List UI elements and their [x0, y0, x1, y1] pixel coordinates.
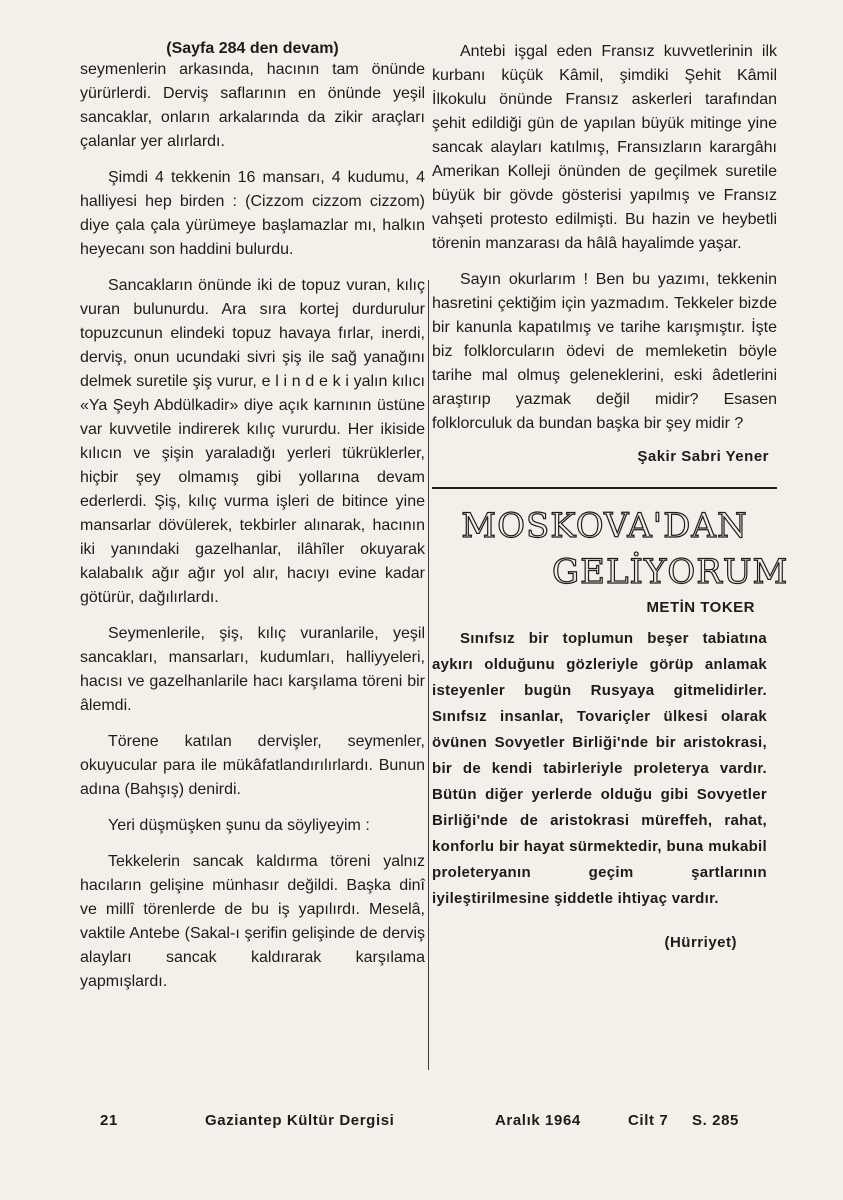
paragraph: seymenlerin arkasında, hacının tam önünde yürürlerdi. Derviş saflarının en önünde yeşil sancaklar, onların arkalarında da zikir araçları çalanlar yer alırlardı.: [80, 61, 425, 150]
headline-line-2: GELİYORUM: [552, 552, 789, 592]
left-column: [80, 40, 425, 1006]
volume-number: Cilt 7: [628, 1112, 669, 1129]
journal-name: Gaziantep Kültür Dergisi: [205, 1112, 395, 1129]
page-footer: [0, 1112, 843, 1136]
paragraph: Törene katılan dervişler, seymenler, okuyucular para ile mükâfatlandırılırlardı. Bunun adına (Bahşış) denirdi.: [80, 733, 425, 798]
article-source: (Hürriyet): [664, 934, 737, 951]
paragraph: Şimdi 4 tekkenin 16 mansarı, 4 kudumu, 4 halliyesi hep birden : (Cizzom cizzom cizzom) diye çala çala yürümeye başlamazlar mı, halkın heyecanı son haddini bulurdu.: [80, 169, 425, 258]
author-signature: Şakir Sabri Yener: [637, 448, 769, 465]
paragraph: Tekkelerin sancak kaldırma töreni yalnız hacıların gelişine münhasır değildi. Başka dinî ve millî törenlerde de bu iş yapılırdı. Meselâ, vaktile Antebe (Sakal-ı şerifin gelişinde de derviş alayları sancak kaldırarak karşılama yapmışlardı.: [80, 853, 425, 990]
article-headline: [432, 503, 789, 595]
paragraph: Seymenlerile, şiş, kılıç vuranlarile, yeşil sancakları, mansarları, kudumları, halliyyeleri, hacısı ve gazelhanlarile hacı karşılama töreni bir âlemdi.: [80, 625, 425, 714]
continued-note: (Sayfa 284 den devam): [166, 40, 339, 57]
paragraph: Yeri düşmüşken şunu da söyliyeyim :: [108, 817, 370, 834]
column-divider: [428, 280, 429, 1070]
paragraph: Sancakların önünde iki de topuz vuran, kılıç vuran bulunurdu. Ara sıra kortej durdurulur topuzcunun elindeki topuz havaya fırlar, inerdi, derviş, onun ucundaki sivri şiş ile sağ yanağını delmek suretile şiş vurur, e l i n d e k i yalın kılıcı «Ya Şeyh Abdülkadir» diye açık karnının üstüne var kuvvetile indirerek kılıç vururdu. Her ikiside kılıcın ve şişin yaraladığı yerleri tükrüklerler, hiçbir şey olmamış gibi yollarına devam ederlerdi. Şiş, kılıç vurma işleri de bitince yine mansarlar dövülerek, tekbirler alınarak, hacının iki yanındaki gazelhanlar, ilâhîler okuyarak kalabalık ağır ağır yol alır, hacıyı evine kadar götürür, dağılırlardı.: [80, 277, 425, 606]
issue-date: Aralık 1964: [495, 1112, 581, 1129]
headline-line-1: MOSKOVA'DAN: [461, 506, 748, 546]
section-separator: [432, 487, 777, 489]
right-column: [432, 40, 789, 951]
issue-number: S. 285: [692, 1112, 739, 1129]
article-body: Sınıfsız bir toplumun beşer tabiatına aykırı olduğunu gözleriyle görüp anlamak isteyenler bugün Rusyaya gitmelidirler. Sınıfsız insanlar, Tovariçler ülkesi olarak övünen Sovyetler Birliği'nde bir aristokrasi, bir de kendi tabirleriyle proleterya vardır. Bütün diğer yerlerde olduğu gibi Sovyetler Birliği'nde de aristokrasi müreffeh, rahat, konforlu bir hayat sürmektedir, buna mukabil proleteryanın geçim şartlarının iyileştirilmesine şiddetle ihtiyaç vardır.: [432, 630, 767, 907]
paragraph: Antebi işgal eden Fransız kuvvetlerinin ilk kurbanı küçük Kâmil, şimdiki Şehit Kâmil İlkokulu önünde Fransız askerleri tarafından şehit edildiği gün de yapılan büyük mitinge yine sancak alayları katılmış, Fransızların karargâhı Amerikan Kolleji önünden de geçilmek suretile büyük bir gövde gösterisi yapılmış ve Fransız vahşeti protesto edilmişti. Bu hazin ve heybetli törenin manzarası da hâlâ hayalimde yaşar.: [432, 43, 777, 252]
page-number: 21: [100, 1112, 118, 1129]
paragraph: Sayın okurlarım ! Ben bu yazımı, tekkenin hasretini çektiğim için yazmadım. Tekkeler bizde bir kanunla kapatılmış ve tarihe karışmıştır. İşte biz folklorcuların ödevi de memleketin böyle tarihe mal olmuş geleneklerini, eski âdetlerini araştırıp yazmak değil midir? Esasen folklorculuk da bundan başka bir şey midir ?: [432, 271, 777, 432]
article-author: METİN TOKER: [646, 599, 755, 616]
